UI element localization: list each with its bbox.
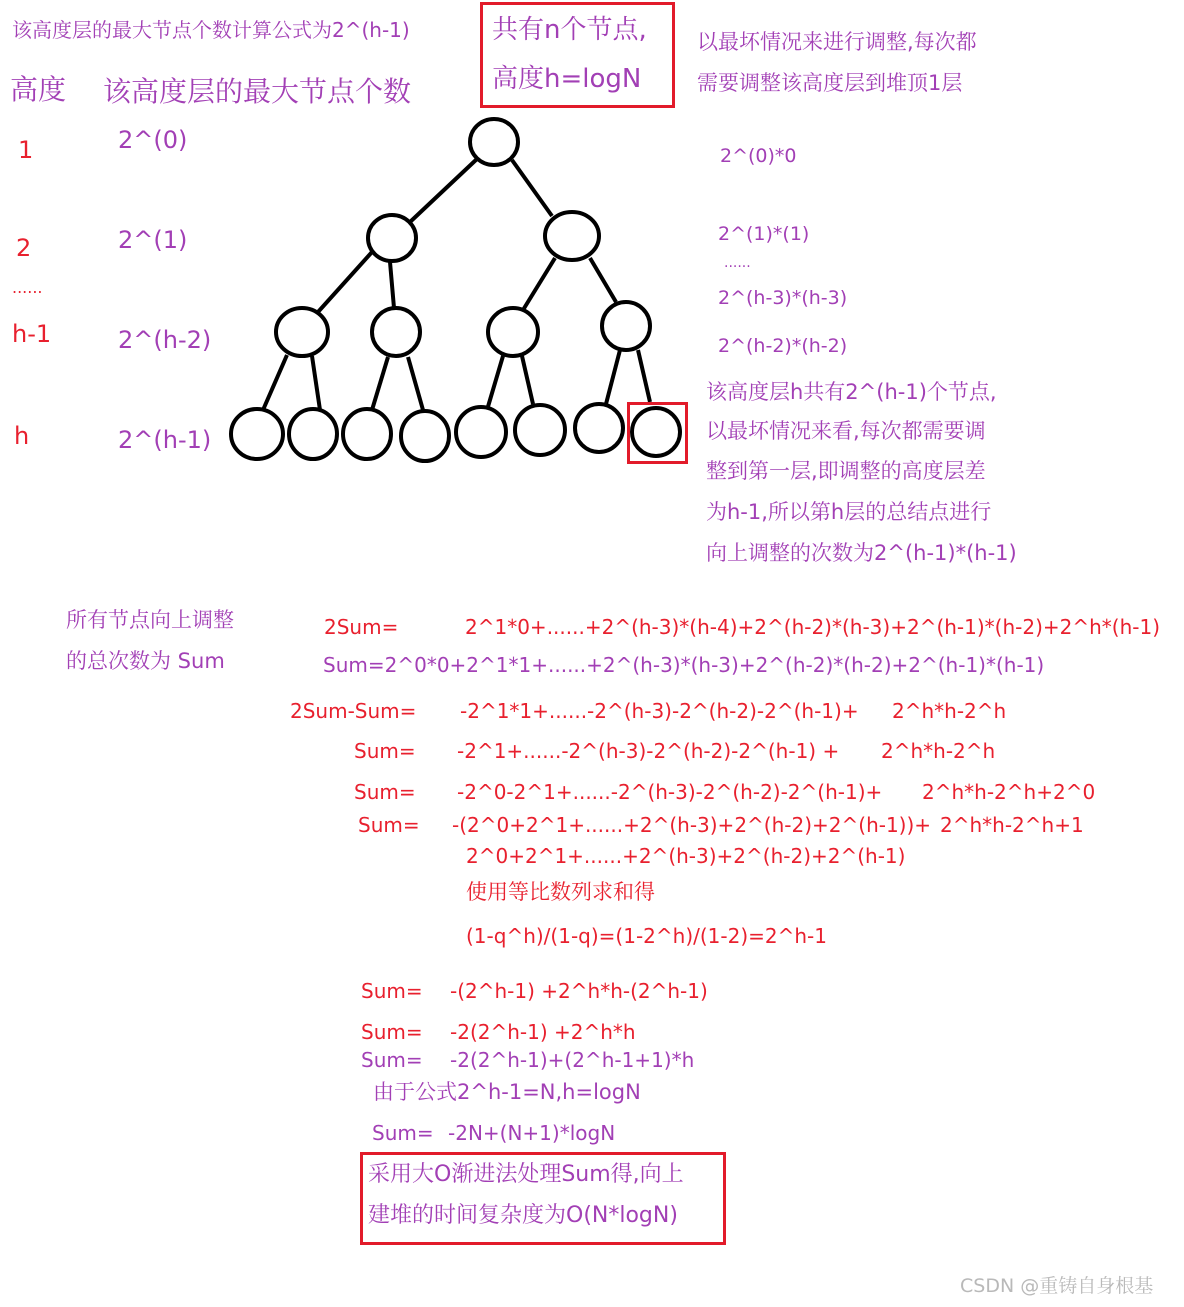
tree-node [343,409,391,459]
column-header-max-nodes: 该高度层的最大节点个数 [103,75,412,108]
level-term-ellipsis: ...... [724,255,751,271]
height-label: h-1 [12,320,52,348]
eq-step-rhs: -2(2^h-1) +2^h*h [450,1020,636,1044]
level-term: 2^(0)*0 [720,145,797,167]
explanation-line: 以最坏情况来看,每次都需要调 [706,419,986,443]
tree-node [372,308,420,356]
watermark: CSDN @重铸自身根基 [960,1275,1154,1297]
tree-node [231,409,283,459]
tree-node [575,404,623,452]
height-label: h [14,422,30,450]
eq-diff-lhs: 2Sum-Sum= [290,699,417,723]
geometric-note: 使用等比数列求和得 [466,880,655,904]
eq-step-lhs: Sum= [361,1048,423,1072]
explanation-line: 为h-1,所以第h层的总结点进行 [706,500,992,524]
eq-step-lhs: Sum= [361,1020,423,1044]
substitution-note: 由于公式2^h-1=N,h=logN [373,1080,641,1104]
eq-step-rhs: -2(2^h-1)+(2^h-1+1)*h [450,1048,695,1072]
explanation-line: 向上调整的次数为2^(h-1)*(h-1) [706,541,1017,565]
level-term: 2^(1)*(1) [718,223,810,245]
eq-step-lhs: Sum= [361,979,423,1003]
eq-final-rhs: -2N+(N+1)*logN [448,1121,616,1145]
conclusion-line2: 建堆的时间复杂度为O(N*logN) [368,1203,678,1228]
formula-note: 该高度层的最大节点个数计算公式为2^(h-1) [12,18,410,42]
eq-sum: Sum=2^0*0+2^1*1+......+2^(h-3)*(h-3)+2^(h-2)*(h-2)+2^(h-1)*(h-1) [323,653,1045,677]
boxed-node-count: 共有n个节点, [492,15,647,45]
eq-step-tail: 2^h*h-2^h+1 [940,813,1084,837]
tree-node [456,407,506,457]
sum-label-line1: 所有节点向上调整 [66,608,234,632]
tree-node [602,302,650,350]
tree-nodes [231,119,680,461]
eq-step-rhs: -(2^0+2^1+......+2^(h-3)+2^(h-2)+2^(h-1))+ [452,813,932,837]
eq-diff-tail: 2^h*h-2^h [892,699,1007,723]
eq-final-lhs: Sum= [372,1121,434,1145]
height-label: 2 [16,234,32,262]
max-nodes-label: 2^(0) [118,126,188,154]
boxed-height: 高度h=logN [492,64,642,94]
max-nodes-label: 2^(1) [118,226,188,254]
eq-2sum-rhs: 2^1*0+......+2^(h-3)*(h-4)+2^(h-2)*(h-3)+2^(h-1)*(h-2)+2^h*(h-1) [465,615,1161,639]
max-nodes-label: 2^(h-1) [118,426,212,454]
column-header-height: 高度 [10,73,67,106]
tree-node [368,215,416,261]
tree-node [470,119,518,165]
eq-step-rhs: -2^0-2^1+......-2^(h-3)-2^(h-2)-2^(h-1)+ [457,780,883,804]
tree-node [289,409,337,459]
level-term: 2^(h-3)*(h-3) [718,287,848,309]
worst-case-line1: 以最坏情况来进行调整,每次都 [697,30,977,54]
tree-node [545,212,599,260]
explanation-line: 整到第一层,即调整的高度层差 [706,459,986,483]
eq-step-lhs: Sum= [354,739,416,763]
eq-step-lhs: Sum= [358,813,420,837]
eq-step-rhs: -(2^h-1) +2^h*h-(2^h-1) [450,979,708,1003]
geometric-result: (1-q^h)/(1-q)=(1-2^h)/(1-2)=2^h-1 [466,924,827,948]
height-label: 1 [18,136,34,164]
worst-case-line2: 需要调整该高度层到堆顶1层 [697,71,963,95]
tree-node [488,308,538,356]
max-nodes-label: 2^(h-2) [118,326,212,354]
explanation-line: 该高度层h共有2^(h-1)个节点, [706,380,997,404]
conclusion-line1: 采用大O渐进法处理Sum得,向上 [368,1162,684,1187]
eq-diff-rhs: -2^1*1+......-2^(h-3)-2^(h-2)-2^(h-1)+ [460,699,859,723]
level-term: 2^(h-2)*(h-2) [718,335,848,357]
eq-step-rhs: -2^1+......-2^(h-3)-2^(h-2)-2^(h-1) + [457,739,840,763]
geometric-series: 2^0+2^1+......+2^(h-3)+2^(h-2)+2^(h-1) [466,844,906,868]
eq-2sum-lhs: 2Sum= [324,615,399,639]
eq-step-tail: 2^h*h-2^h+2^0 [922,780,1096,804]
sum-label-line2: 的总次数为 Sum [66,649,225,673]
tree-node [401,411,449,461]
tree-node [276,308,328,356]
height-ellipsis: ...... [12,278,43,297]
tree-node [515,405,565,455]
eq-step-tail: 2^h*h-2^h [881,739,996,763]
eq-step-lhs: Sum= [354,780,416,804]
tree-edges [263,158,650,410]
highlight-box-last-node [627,402,688,464]
